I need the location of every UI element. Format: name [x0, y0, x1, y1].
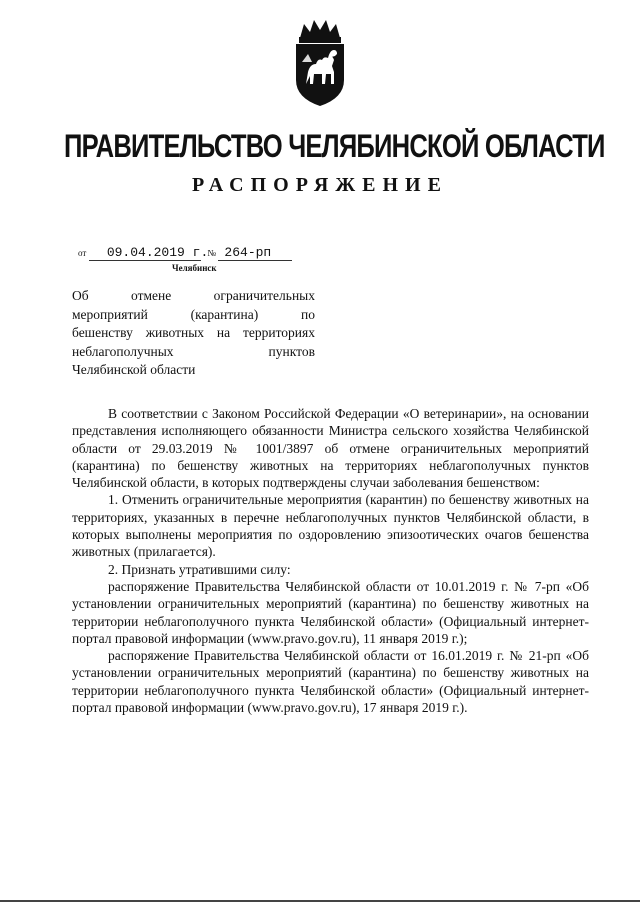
date-label: от — [78, 248, 87, 258]
number-label: № — [207, 248, 216, 258]
document-type: РАСПОРЯЖЕНИЕ — [192, 174, 448, 196]
item-2-paragraph: 2. Признать утратившими силу: — [108, 561, 291, 577]
preamble-paragraph: В соответствии с Законом Российской Федерации «О ветеринарии», на основании представления исполняющего обязанности Министра сельского хозяйства Челябинской области от 29.03.2019 № 1001/3897 об отмене ограничительных мероприятий (карантина) по бешенству животных на территориях неблагополучных пунктов Челябинской области, в которых подтверждены случаи заболевания бешенством: — [72, 406, 589, 491]
repealed-order-paragraph: распоряжение Правительства Челябинской области от 10.01.2019 г. № 7-рп «Об установлении ограничительных мероприятий (карантина) по бешенству животных на территории неблагополучного пункта Челябинской области» (Официальный интернет-портал правовой информации (www.pravo.gov.ru), 11 января 2019 г.); — [72, 578, 589, 646]
city-label: Челябинск — [172, 263, 217, 273]
organization-title: ПРАВИТЕЛЬСТВО ЧЕЛЯБИНСКОЙ ОБЛАСТИ — [64, 128, 605, 164]
date-number-row — [78, 245, 292, 261]
repealed-order-paragraph: распоряжение Правительства Челябинской области от 16.01.2019 г. № 21-рп «Об установлении ограничительных мероприятий (карантина) по бешенству животных на территории неблагополучного пункта Челябинской области» (Официальный интернет-портал правовой информации (www.pravo.gov.ru), 17 января 2019 г.). — [72, 648, 589, 716]
subject-line: бешенству животных на территориях — [72, 325, 315, 340]
coat-of-arms-icon — [290, 18, 350, 110]
item-1-paragraph: 1. Отменить ограничительные мероприятия (карантин) по бешенству животных на территориях, указанных в перечне неблагополучных пунктов Челябинской области, в которых выполнены мероприятия по оздоровлению эпизоотических очагов бешенства животных (прилагается). — [72, 492, 589, 560]
document-body — [72, 405, 589, 716]
document-number: 264-рп — [218, 245, 292, 261]
subject-line: неблагополучных пунктов — [72, 343, 315, 359]
subject-line: мероприятий (карантина) по — [72, 306, 315, 322]
document-date: 09.04.2019 г. — [89, 245, 201, 261]
scan-edge-line — [0, 900, 640, 902]
document-subject — [72, 287, 315, 380]
subject-line: Челябинской области — [72, 362, 196, 377]
subject-line: Об отмене ограничительных — [72, 288, 315, 303]
